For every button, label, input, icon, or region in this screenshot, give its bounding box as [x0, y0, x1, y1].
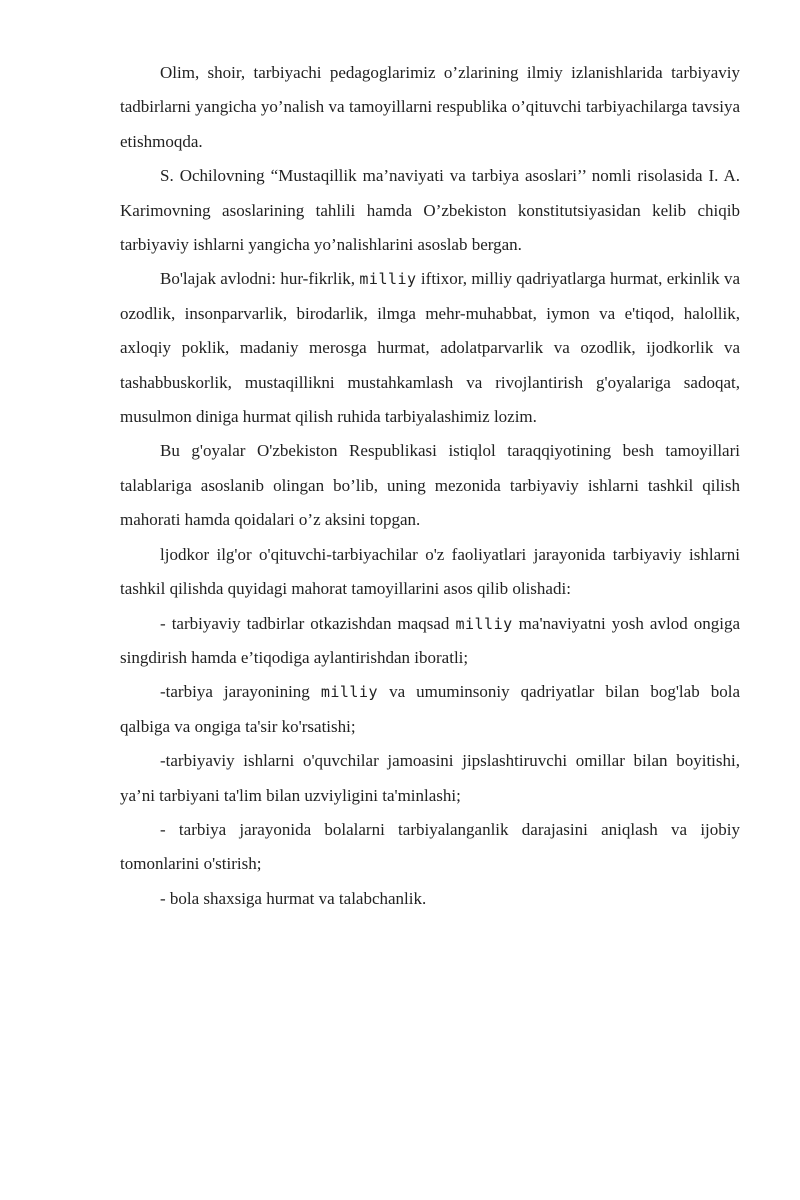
document-page — [120, 56, 740, 916]
list-item-1-mono-word: milliy — [455, 614, 513, 633]
paragraph-3 — [120, 262, 740, 434]
list-item-2 — [120, 675, 740, 744]
list-item-1 — [120, 607, 740, 676]
paragraph-3-text-a: Bo'lajak avlodni: hur-fikrlik, — [160, 269, 360, 289]
list-item-2-mono-word: milliy — [320, 683, 379, 702]
list-item-3: -tarbiyaviy ishlarni o'quvchilar jamoasini jipslashtiruvchi omillar bilan boyitishi, ya’ni tarbiyani ta'lim bilan uzviyligini ta'minlashi; — [120, 751, 740, 805]
paragraph-5: ljodkor ilg'or o'qituvchi-tarbiyachilar o'z faoliyatlari jarayonida tarbiyaviy ishlarni tashkil qilishda quyidagi mahorat tamoyillarini asos qilib olishadi: — [120, 544, 740, 599]
paragraph-3-mono-word: milliy — [359, 270, 417, 289]
list-item-1-text-b: ma'naviyatni yosh avlod ongiga singdirish hamda e’tiqodiga aylantirishdan iboratli; — [120, 613, 741, 667]
list-item-2-text-a: -tarbiya jarayonining — [160, 682, 321, 702]
list-item-2-text-b: va umuminsoniy qadriyatlar bilan bog'lab bola qalbiga va ongiga ta'sir ko'rsatishi; — [120, 682, 740, 736]
paragraph-1: Olim, shoir, tarbiyachi pedagoglarimiz o’zlarining ilmiy izlanishlarida tarbiyaviy tadbirlarni yangicha yo’nalish va tamoyillarni respublika o’qituvchi tarbiyachilarga tavsiya etishmoqda. — [120, 63, 740, 151]
paragraph-4: Bu g'oyalar O'zbekiston Respublikasi istiqlol taraqqiyotining besh tamoyillari talablariga asoslanib olingan bo’lib, uning mezonida tarbiyaviy ishlarni tashkil qilish mahorati hamda qoidalari o’z aksini topgan. — [120, 441, 740, 530]
list-item-5: - bola shaxsiga hurmat va talabchanlik. — [160, 888, 427, 908]
list-item-4: - tarbiya jarayonida bolalarni tarbiyalanganlik darajasini aniqlash va ijobiy tomonlarini o'stirish; — [120, 819, 740, 874]
paragraph-2: S. Ochilovning “Mustaqillik ma’naviyati va tarbiya asoslari’’ nomli risolasida I. A. Karimovning asoslarining tahlili hamda O’zbekiston konstitutsiyasidan kelib chiqib tarbiyaviy ishlarni yangicha yo’nalishlarini asoslab bergan. — [120, 166, 740, 255]
paragraph-3-text-b: iftixor, milliy qadriyatlarga hurmat, erkinlik va ozodlik, insonparvarlik, birodarlik, ilmga mehr-muhabbat, iymon va e'tiqod, halollik, axloqiy poklik, madaniy merosga hurmat, adolatparvarlik va ozodlik, ijodkorlik va tashabbuskorlik, mustaqillikni mustahkamlash va rivojlantirish g'oyalariga sadoqat, musulmon diniga hurmat qilish ruhida tarbiyalashimiz lozim. — [120, 269, 740, 427]
list-item-1-text-a: - tarbiyaviy tadbirlar otkazishdan maqsad — [160, 613, 456, 633]
